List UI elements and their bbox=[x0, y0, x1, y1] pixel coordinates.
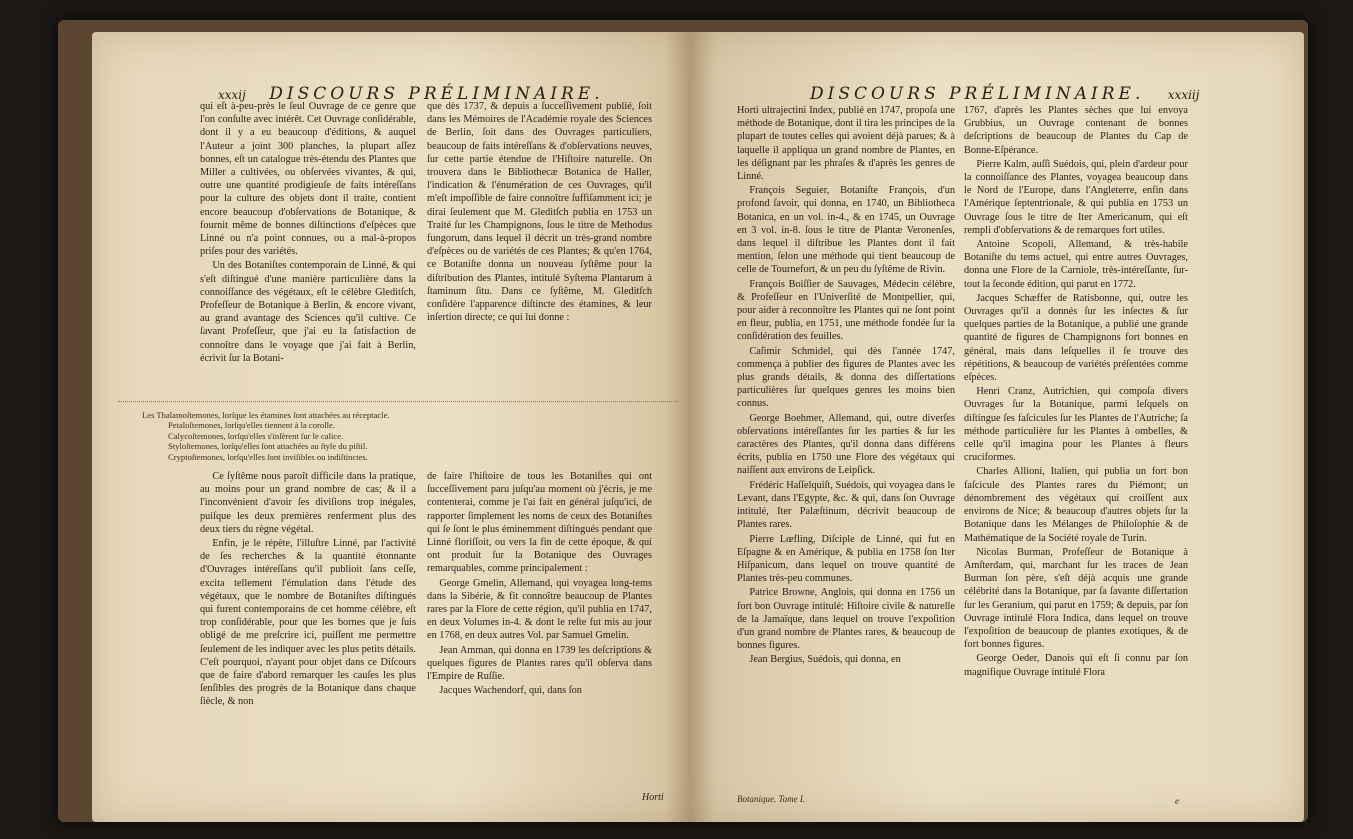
left-lower-column-1 bbox=[200, 470, 416, 808]
paragraph: 1767, d'après les Plantes sèches que lui envoya Grubbius, un Ouvrage contenant de bonnes deſcriptions de beaucoup de Plantes du Cap de Bonne-Eſpérance. bbox=[964, 105, 1188, 156]
right-running-head bbox=[810, 84, 1213, 104]
right-column-1 bbox=[737, 104, 955, 794]
paragraph: François Boiſſier de Sauvages, Médecin célèbre, & Profeſſeur en l'Univerſité de Montpellier, qui, pour aider à reconnoître les Plantes qui ne ſont point en fleur, publia, en 1751, une méthode fondée ſur la conſidération des feuilles. bbox=[737, 278, 955, 343]
footnote-line: Calycoſtemones, lorſqu'elles s'inſèrent ſur le calice. bbox=[168, 430, 344, 441]
right-column-2 bbox=[964, 104, 1188, 794]
catchword: Horti bbox=[642, 792, 664, 803]
paragraph: Nicolas Burman, Profeſſeur de Botanique à Amſterdam, qui, marchant ſur les traces de Jean Burman ſon père, s'eſt déjà acquis une grande célébrité dans la Botanique, par ſa ſavante diſſertation ſur les Geranium, qui parut en 1759; & depuis, par ſon Ouvrage intitulé Flora Indica, dans lequel on trouve l'expoſition de beaucoup de plantes exotiques, & de fort bonnes figures. bbox=[964, 546, 1188, 651]
paragraph: Jean Amman, qui donna en 1739 les deſcriptions & quelques figures de Plantes rares qu'il obſerva dans l'Empire de Ruſſie. bbox=[427, 644, 652, 683]
signature-letter: e bbox=[1175, 796, 1179, 806]
paragraph: Jacques Schæffer de Ratisbonne, qui, outre les Ouvrages qu'il a donnés ſur les inſectes & ſur quelques parties de la Botanique, a publié une grande quantité de figures de Champignons fort bonnes en général, mais dans leſquelles il ſe trouve des répétitions, & beaucoup de variétés préſentées comme eſpèces. bbox=[964, 292, 1188, 384]
paragraph: Enfin, je le répète, l'illuſtre Linné, par l'activité de ſes recherches & la quantité étonnante d'Ouvrages intéreſſans qu'il publioit ſans ceſſe, excita tellement l'émulation dans l'étude des végétaux, que le nombre de Botaniſtes diſtingués qui furent contemporains de cet homme célèbre, eſt trop conſidérable, pour que les bornes que je ſuis obligé de me preſcrire ici, puiſſent me permettre ſeulement de les indiquer avec les plus petits détails. C'eſt pourquoi, n'ayant pour objet dans ce Diſcours que de faire d'abord remarquer les cauſes les plus ſenſibles des progrès de la Botanique dans chaque ſiècle, & non bbox=[200, 538, 416, 708]
paragraph: qui eſt à-peu-près le ſeul Ouvrage de ce genre que l'on conſulte avec intérêt. Cet Ouvrage conſidérable, dont il y a eu beaucoup d'éditions, & auquel l'Auteur a joint 300 planches, la plupart aſſez bonnes, eſt un catalogue très-étendu des Plantes que Miller a cultivées, ou obſervées vivantes, & qui, outre une quantité prodigieuſe de faits intéreſſans pour la culture des objets dont il traite, contient encore beaucoup d'obſervations de Botanique, & fournit même de bonnes diſtinctions d'eſpèces que Linné ou n'a point connues, ou a mal-à-propos priſes pour des variétés. bbox=[200, 101, 416, 258]
paragraph: Pierre Lœfling, Diſciple de Linné, qui fut en Eſpagne & en Amérique, & publia en 1758 ſon Iter Hiſpanicum, dans lequel on trouve quantité de Plantes très-peu communes. bbox=[737, 533, 955, 585]
paragraph: Charles Allioni, Italien, qui publia un fort bon faſcicule des Plantes rares du Piémont; un dénombrement des végétaux qui croiſſent aux environs de Nice; & beaucoup d'autres objets ſur la Botanique dans les Mélanges de Philoſophie & de Mathématique de la Société royale de Turin. bbox=[964, 466, 1188, 544]
left-upper-column-2 bbox=[427, 100, 652, 398]
paragraph: George Gmelin, Allemand, qui voyagea long-tems dans la Sibérie, & fit connoître beaucoup de Plantes rares par la Flore de cette région, qu'il publia en 1747, en deux Volumes in-4. & dont le reſte fut mis au jour en 1768, en deux autres Vol. par Samuel Gmelin. bbox=[427, 577, 652, 642]
paragraph: Un des Botaniſtes contemporain de Linné, & qui s'eſt diſtingué d'une manière particulière dans la connoiſſance des végétaux, eſt le célèbre Gleditſch, Profeſſeur de Botanique à Berlin, & encore vivant, au grand avantage des Sciences qu'il cultive. Ce ſavant Profeſſeur, que j'ai eu la ſatisfaction de connoître dans le voyage que j'ai fait à Berlin, écrivit ſur la Botani- bbox=[200, 260, 416, 364]
signature-mark: Botanique. Tome I. bbox=[737, 794, 806, 804]
footnote bbox=[142, 410, 582, 462]
paragraph: George Oeder, Danois qui eſt ſi connu par ſon magnifique Ouvrage intitulé Flora bbox=[964, 653, 1188, 678]
paragraph: Jacques Wachendorf, qui, dans ſon bbox=[439, 685, 582, 697]
paragraph: Pierre Kalm, auſſi Suédois, qui, plein d'ardeur pour la connoiſſance des Plantes, voyagea beaucoup dans le Nord de l'Europe, dans l'Angleterre, enfin dans l'Amérique ſeptentrionale, & qui publia en 1753 un Ouvrage ſous le titre de Iter Americanum, qui eſt rempli d'obſervations & de remarques fort utiles. bbox=[964, 158, 1188, 236]
footnote-rule bbox=[118, 401, 678, 403]
footnote-line: Petaloſtemones, lorſqu'elles tiennent à la corolle. bbox=[168, 420, 335, 431]
left-lower-column-2 bbox=[427, 470, 652, 794]
paragraph: George Boehmer, Allemand, qui, outre diverſes obſervations intéreſſantes ſur les parties & ſur les caractères des Plantes, qu'il donna dans différens écrits, publia en 1750 une Flore des végétaux qui naiſſent aux environs de Leipſick. bbox=[737, 412, 955, 477]
paragraph: Frédéric Haſſelquiſt, Suédois, qui voyagea dans le Levant, dans l'Egypte, &c. & qui, dans ſon Ouvrage intitulé, Iter Palæſtinum, décrivit beaucoup de Plantes rares. bbox=[737, 479, 955, 531]
paragraph: de faire l'hiſtoire de tous les Botaniſtes qui ont ſucceſſivement paru juſqu'au moment où j'écris, je me contenterai, comme je l'ai fait en général juſqu'ici, de rapporter ſimplement les noms de ceux des Botaniſtes qui ſe ſont le plus éminemment diſtingués pendant que Linné floriſſoit, ou vers la fin de cette époque, & qui ont produit ſur la Botanique des Ouvrages remarquables, comme principalement : bbox=[427, 471, 652, 575]
paragraph: Antoine Scopoli, Allemand, & très-habile Botaniſte du tems actuel, qui entre autres Ouvrages, donna une Flore de la Carniole, très-intéreſſante, ſur-tout la ſeconde édition, qui parut en 1772. bbox=[964, 239, 1188, 290]
paragraph: Jean Bergius, Suédois, qui donna, en bbox=[749, 654, 901, 666]
left-folio: xxxij bbox=[218, 88, 246, 102]
footnote-line: Cryptoſtemones, lorſqu'elles ſont inviſibles ou indiſtinctes. bbox=[168, 451, 368, 462]
paragraph: Ce ſyſtême nous paroît difficile dans la pratique, au moins pour un grand nombre de cas; & il a l'inconvénient d'avoir ſes diviſions trop inégales, puiſque les deux premières renferment plus des deux tiers du règne végétal. bbox=[200, 471, 416, 535]
right-folio: xxxiij bbox=[1167, 88, 1200, 102]
right-running-title: DISCOURS PRÉLIMINAIRE. bbox=[810, 84, 1145, 104]
paragraph: Horti ultrajectini Index, publié en 1747, propoſa une méthode de Botanique, dont il tira les principes de la plupart de toutes celles qui avoient déjà parues; & à laquelle il appliqua un grand nombre de Plantes, en les déſignant par les phraſes & d'après les genres de Linné. bbox=[737, 105, 955, 183]
paragraph: Caſimir Schmidel, qui dès l'année 1747, commença à publier des figures de Plantes avec les plus grands détails, & donna des diſſertations particulières ſur quelques genres les moins bien connus. bbox=[737, 345, 955, 410]
paragraph: François Seguier, Botaniſte François, d'un profond ſavoir, qui donna, en 1740, un Bibliotheca Botanica, en un vol. in-4., & en 1745, un Ouvrage en 3 vol. in-8. ſous le titre de Plantæ Veronenſes, dans lequel il diſtribue les Plantes dont il fait mention, ſelon une méthode qui tient beaucoup de celle de Tournefort, & un peu du ſyſtême de Rivin. bbox=[737, 185, 955, 276]
paragraph: Henri Cranz, Autrichien, qui compoſa divers Ouvrages ſur la Botanique, parmi leſquels on diſtingue ſes faſcicules ſur les Plantes de l'Autriche; ſa méthode particulière ſur les Plantes à ombelles, & celle qu'il imagina pour les Plantes à fleurs cruciformes. bbox=[964, 386, 1188, 464]
left-upper-column-1 bbox=[200, 100, 416, 398]
footnote-line: Les Thalamoſtemones, lorſque les étamines ſont attachées au réceptacle. bbox=[142, 410, 390, 420]
paragraph: que dès 1737, & depuis a ſucceſſivement publié, ſoit dans les Mémoires de l'Académie royale des Sciences de Berlin, ſoit dans des Ouvrages particuliers, beaucoup de faits intéreſſans & d'obſervations neuves, ſur cette partie étendue de l'Hiſtoire naturelle. On trouvera dans le Bibliothecæ Botanica de Haller, l'indication & l'énumération de ces Ouvrages, qu'il m'eſt impoſſible de faire connoître ſuffiſamment ici; je dirai ſeulement que M. Gleditſch publia en 1753 un Traité ſur les Champignons, ſous le titre de Methodus fungorum, dans lequel il décrit un très-grand nombre d'eſpèces ou de variétés de ces Plantes; & qu'en 1764, ce Botaniſte donna un nouveau ſyſtême pour la diſtribution des Plantes, intitulé Syſtema Plantarum à ſtaminum ſitu. Dans ce ſyſtême, M. Gleditſch conſidère l'apparence diſtincte des étamines, & leur inſertion directe; ce qui lui donne : bbox=[427, 101, 652, 324]
footnote-line: Styloſtemones, lorſqu'elles ſont attachées au ſtyle du piſtil. bbox=[168, 441, 368, 452]
left-running-title: DISCOURS PRÉLIMINAIRE. bbox=[269, 84, 604, 104]
paragraph: Patrice Browne, Anglois, qui donna en 1756 un fort bon Ouvrage intitulé: Hiſtoire civile & naturelle de la Jamaïque, dans lequel on trouve l'expoſition d'un grand nombre de Plantes rares, & beaucoup de bonnes figures. bbox=[737, 587, 955, 652]
